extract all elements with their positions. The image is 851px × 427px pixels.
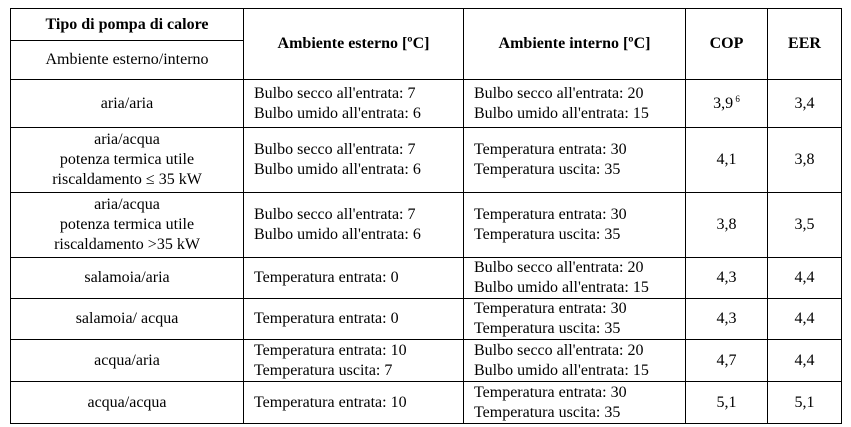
eer-value: 5,1 [794,393,815,411]
internal-cell [464,340,686,382]
eer-cell [768,258,842,299]
internal-cell [464,382,686,424]
cop-cell [686,80,768,128]
internal-cell [464,80,686,128]
internal-cell [464,193,686,258]
external-line: Bulbo umido all'entrata: 6 [254,104,421,122]
table-row [11,80,842,128]
eer-value: 4,4 [794,351,815,369]
pump-type-line: aria/acqua [94,131,160,148]
eer-value: 3,8 [794,151,815,168]
external-cell [244,80,464,128]
external-line: Bulbo secco all'entrata: 7 [254,206,416,223]
cop-value: 3,8 [716,216,737,233]
cop-cell [686,193,768,258]
header-external: Ambiente esterno [ºC] [244,9,464,80]
pump-type-line: salamoia/ acqua [75,310,179,327]
cop-cell [686,382,768,424]
internal-line: Bulbo umido all'entrata: 15 [474,361,649,379]
cop-value: 4,7 [716,351,737,369]
cop-cell [686,128,768,193]
table-row [11,340,842,382]
pump-type-line: salamoia/aria [84,269,170,286]
header-type: Tipo di pompa di calore [11,9,244,41]
internal-line: Bulbo secco all'entrata: 20 [474,341,644,359]
eer-cell [768,193,842,258]
external-cell [244,299,464,340]
table-row [11,193,842,258]
external-line: Temperatura entrata: 0 [254,310,399,327]
external-cell [244,340,464,382]
table-body [11,80,842,424]
cop-cell [686,258,768,299]
internal-line: Bulbo umido all'entrata: 15 [474,279,649,296]
internal-line: Temperatura entrata: 30 [474,141,627,158]
table-row [11,299,842,340]
external-line: Bulbo secco all'entrata: 7 [254,141,416,158]
table-row [11,258,842,299]
pump-type-line: aria/aria [100,94,154,112]
cop-cell [686,340,768,382]
external-cell [244,382,464,424]
cop-value: 5,1 [716,393,737,411]
external-line: Bulbo umido all'entrata: 6 [254,161,421,178]
external-line: Temperatura entrata: 0 [254,269,399,286]
table-row [11,128,842,193]
eer-cell [768,382,842,424]
internal-cell [464,258,686,299]
internal-cell [464,299,686,340]
external-cell [244,258,464,299]
internal-line: Temperatura uscita: 35 [474,403,621,421]
pump-type-cell [11,80,244,128]
header-type-subtitle: Ambiente esterno/interno [11,41,244,80]
pump-type-line: acqua/acqua [87,393,167,411]
pump-type-line: riscaldamento ≤ 35 kW [52,171,202,188]
internal-line: Temperatura entrata: 30 [474,383,627,401]
header-cop: COP [686,9,768,80]
eer-cell [768,340,842,382]
pump-type-cell [11,340,244,382]
internal-line: Temperatura uscita: 35 [474,161,621,178]
pump-type-line: potenza termica utile [59,151,195,168]
external-line: Bulbo secco all'entrata: 7 [254,84,416,102]
external-line: Bulbo umido all'entrata: 6 [254,226,421,243]
cop-value: 4,3 [716,269,737,286]
pump-type-line: acqua/aria [94,351,160,369]
internal-line: Bulbo secco all'entrata: 20 [474,84,644,102]
internal-line: Bulbo secco all'entrata: 20 [474,259,644,276]
table-row [11,382,842,424]
internal-line: Temperatura entrata: 30 [474,206,627,223]
internal-line: Temperatura uscita: 35 [474,320,621,337]
pump-type-cell [11,382,244,424]
pump-type-line: riscaldamento >35 kW [54,236,200,253]
pump-type-line: potenza termica utile [59,216,195,233]
cop-cell [686,299,768,340]
pump-type-cell [11,193,244,258]
heat-pump-table [10,8,842,424]
pump-type-cell [11,299,244,340]
internal-line: Bulbo umido all'entrata: 15 [474,104,649,122]
eer-value: 3,4 [794,94,815,112]
footnote-marker: 6 [733,93,740,104]
header-internal: Ambiente interno [ºC] [464,9,686,80]
external-cell [244,193,464,258]
internal-line: Temperatura uscita: 35 [474,226,621,243]
eer-cell [768,80,842,128]
internal-line: Temperatura entrata: 30 [474,300,627,317]
eer-value: 4,4 [794,310,815,327]
cop-value: 4,3 [716,310,737,327]
pump-type-line: aria/acqua [94,196,160,213]
external-line: Temperatura entrata: 10 [254,393,407,411]
external-cell [244,128,464,193]
eer-value: 4,4 [794,269,815,286]
eer-cell [768,299,842,340]
eer-value: 3,5 [794,216,815,233]
cop-value: 4,1 [716,151,737,168]
internal-cell [464,128,686,193]
external-line: Temperatura entrata: 10 [254,341,407,359]
pump-type-cell [11,128,244,193]
header-eer: EER [768,9,842,80]
pump-type-cell [11,258,244,299]
external-line: Temperatura uscita: 7 [254,361,393,379]
cop-value: 3,9 [713,94,734,112]
eer-cell [768,128,842,193]
